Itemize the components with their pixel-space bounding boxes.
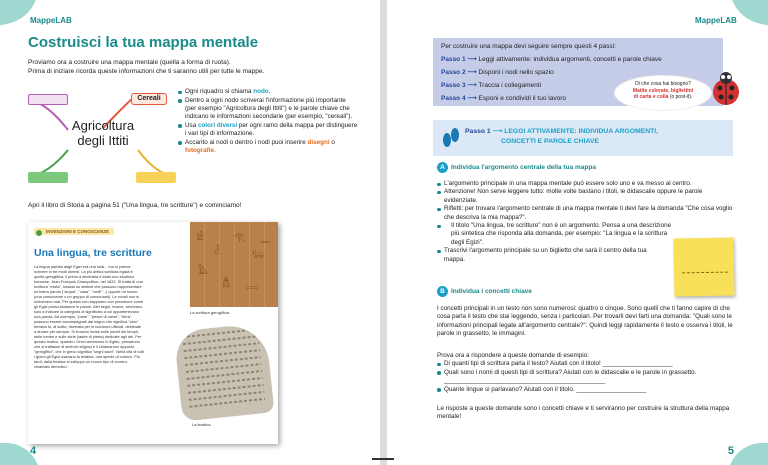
step-row: Passo 3 ⟶ Traccia i collegamenti bbox=[441, 82, 542, 89]
map-center-line: degli Ittiti bbox=[77, 133, 129, 148]
gutter-mark bbox=[372, 458, 394, 460]
cloud-line: Matite colorate, bigliettini bbox=[632, 87, 694, 94]
instruction-text: Apri il libro di Storia a pagina 51 ("Una lingua, tre scritture") e cominciamo! bbox=[28, 202, 242, 209]
section-b-paragraph: I concetti principali in un testo non sono numerosi: quattro o cinque. Sono quelli che ti fanno capire di che cosa parla il testo che stai leggendo, senza i particolari. Per trovarli devi farti una domanda: "Quali sono le informazioni principali legate all'argomento centrale?". Quindi leggi rapidamente il testo e osserva i titoli, le parole in grassetto, le immagini. bbox=[437, 305, 733, 338]
list-item: Accanto ai nodi o dentro i nodi puoi inserire disegni o fotografie. bbox=[178, 139, 358, 155]
step-row: Passo 4 ⟶ Esponi e condividi il tuo lavoro bbox=[441, 95, 566, 102]
question-item: Quali sono i nomi di questi tipi di scrittura? Aiutati con le didascalie e le parole in grassetto. ______________________________________________ bbox=[437, 369, 737, 386]
ladybug-mascot bbox=[705, 66, 747, 108]
map-node-cereali: Cereali bbox=[131, 93, 167, 105]
right-page bbox=[387, 0, 768, 465]
footprints-icon bbox=[441, 126, 461, 150]
questions-block bbox=[437, 352, 737, 394]
question-item: Di quanti tipi di scrittura parla il testo? Aiutati con il titolo! ____________________ bbox=[437, 360, 737, 368]
textbook-excerpt bbox=[28, 222, 278, 444]
book-gutter bbox=[380, 0, 387, 465]
sticky-note bbox=[673, 237, 734, 296]
list-item: Dentro a ogni nodo scriverai l'informazione più importante (per esempio "Agricoltura degli Ittiti") e le parole chiave che indicano le informazioni secondarie (per esempio, "cereali"). bbox=[178, 97, 358, 122]
map-node-empty bbox=[136, 172, 176, 183]
image-caption: La scrittura geroglifica. bbox=[190, 310, 231, 315]
cloud-line: Di che cosa hai bisogno? bbox=[635, 81, 691, 87]
section-a-heading: A Individua l'argomento centrale della tua mappa bbox=[437, 162, 596, 173]
closing-text: Le risposte a queste domande sono i concetti chiave e ti serviranno per costruire la struttura della mappa mentale! bbox=[437, 405, 730, 421]
speech-cloud: Di che cosa hai bisogno? Matite colorate, bigliettini di carta e colla (o post-it). bbox=[615, 76, 711, 110]
page-number: 4 bbox=[30, 445, 37, 457]
image-caption: La ieratica. bbox=[192, 422, 212, 427]
map-node-empty bbox=[28, 172, 68, 183]
page-number: 5 bbox=[727, 445, 734, 457]
list-item: Attenzione! Non serve leggere tutto: molte volte bastano i titoli, le didascalie oppure le parole evidenziate. bbox=[437, 188, 737, 205]
hieroglyph-image: 𓀀 𓁐 𓂀 𓃒 𓅓 𓆣 𓇯 𓈖 bbox=[190, 222, 278, 307]
list-item: L'argomento principale in una mappa mentale può essere solo uno e va messo al centro. bbox=[437, 180, 737, 188]
map-rules-list bbox=[178, 88, 358, 156]
step-row: Passo 2 ⟶ Disponi i nodi nello spazio bbox=[441, 69, 554, 76]
step-1-header bbox=[433, 120, 733, 156]
step-row: Passo 1 ⟶ Leggi attivamente: individua argomenti, concetti e parole chiave bbox=[441, 56, 662, 63]
intro-line: Proviamo ora a costruire una mappa mentale (quella a forma di ruota). bbox=[28, 59, 231, 66]
list-item: Usa colori diversi per ogni ramo della mappa per distinguere i vari tipi di informazione. bbox=[178, 122, 358, 138]
steps-heading: Per costruire una mappa devi seguire sempre questi 4 passi: bbox=[441, 43, 616, 50]
brand-logo: MappeLAB bbox=[30, 16, 72, 25]
map-center-line: Agricoltura bbox=[71, 118, 135, 133]
intro-line: Prima di iniziare ricorda queste informazioni che ti saranno utili per tutte le mappe. bbox=[28, 68, 265, 75]
step-1-title: Passo 1 ⟶ LEGGI ATTIVAMENTE: INDIVIDUA ARGOMENTI, CONCETTI E PAROLE CHIAVE bbox=[465, 128, 659, 145]
map-node-empty bbox=[28, 94, 68, 105]
excerpt-title: Una lingua, tre scritture bbox=[34, 247, 152, 259]
hieratic-stone-image bbox=[174, 322, 275, 421]
left-page bbox=[0, 0, 380, 465]
brand-logo: MappeLAB bbox=[695, 16, 737, 25]
mind-map-example bbox=[28, 88, 176, 188]
list-item: Rifletti: per trovare l'argomento centrale di una mappa mentale ti devi fare la domanda "Che cosa voglio che descriva la mia mappa?". bbox=[437, 205, 737, 222]
list-item: Il titolo "Una lingua, tre scritture" non è un argomento. Pensa a una descrizione più sintetica che risponda alla domanda, per esempio: "La lingua e la scrittura degli Egizi". bbox=[437, 222, 737, 247]
section-tag: INVENZIONI E CONOSCENZE bbox=[34, 228, 114, 235]
list-item: Ogni riquadro si chiama nodo. bbox=[178, 88, 358, 96]
list-item: Trascrivi l'argomento principale su un biglietto che sarà il centro della tua mappa. bbox=[437, 247, 667, 264]
excerpt-body: La lingua parlata dagli Egizi era una sola... ma si poteva scrivere in tre modi diversi. La più antica scrittura egizia è quella geroglifica, il primo a decifrarla è stato uno studioso francese, Jean-François Champollion, nel 1822. Si tratta di una scrittura "mista", basata su simboli che possono rappresentare un'intera parola ("acqua", "casa", "vedi!"...) oppure un suono (una consonante o un gruppo di consonanti). Le vocali non si scrivevano mai. Per questo non sappiamo con precisione come gli Egizi pronunciassero le parole. Altri segni, invece, servivano solo a indicare la categoria di significato a cui appartenevano una parola. Ad esempio, "pane", "pesce di carne", "birra" possono essere accompagnati dal segno che significa "cibo". Ieratica fu, di solito, riservata per le iscrizioni ufficiali, destinate a durare per sempre. Si trovano incise sulle pareti dei templi, nelle tombe e sulle stele (lastre di pietra) dedicate agli dèi. Per questo motivo, quando i Greci arrivarono in Egitto, pensarono che si trattasse di simboli religiosi e li chiamarono appunto "geroglifici", che in greco significa "segni sacri". Nella vita di tutti i giorni gli Egizi usavano la ieratica, una specie di corsivo. Più tardi, dalla ieratica si sviluppò un nuovo tipo di corsivo, chiamato demotico. bbox=[34, 264, 144, 369]
page-title: Costruisci la tua mappa mentale bbox=[28, 34, 259, 51]
question-item: Quante lingue si parlavano? Aiutati con il titolo. ____________________ bbox=[437, 386, 737, 394]
section-b-heading: B Individua i concetti chiave bbox=[437, 286, 532, 297]
questions-heading: Prova ora a rispondere a queste domande di esempio: bbox=[437, 352, 589, 359]
intro-text bbox=[28, 58, 358, 76]
corner-decoration bbox=[728, 443, 768, 465]
map-center-node bbox=[48, 118, 158, 148]
